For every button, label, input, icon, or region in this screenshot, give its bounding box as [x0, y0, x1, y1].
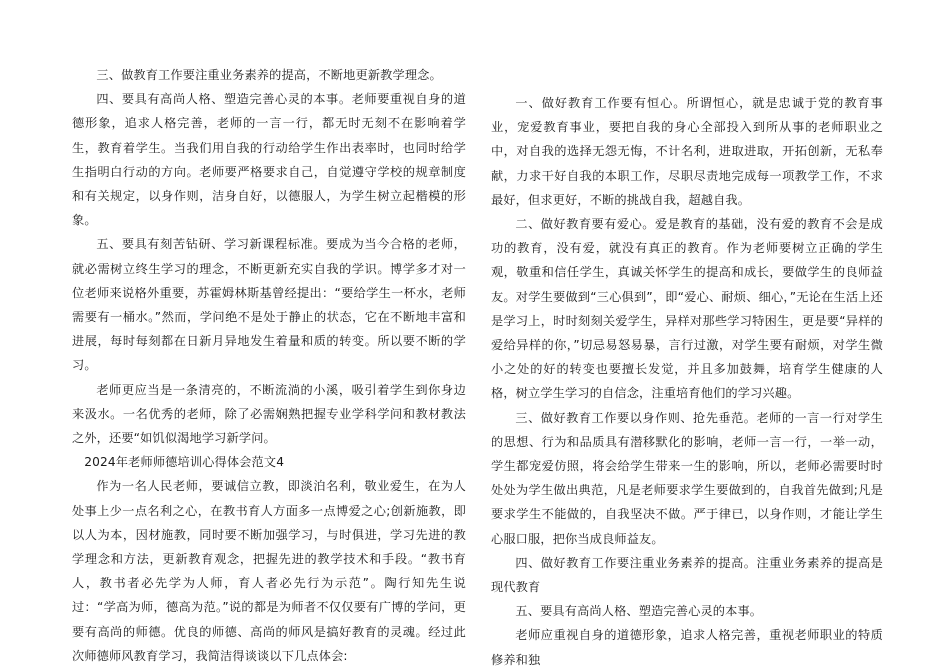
paragraph: 四、做好教育工作要注重业务素养的提高。注重业务素养的提高是现代教育 — [491, 555, 883, 595]
paragraph: 四、要具有高尚人格、塑造完善心灵的本事。老师要重视自身的道德形象，追求人格完善，老师的一言一行，都无时无刻不在影响着学生，教育着学生。当我们用自我的行动给学生作出表率时，也同时给学生指明白行动的方向。老师要严格要求自己，自觉遵守学校的规章制度和有关规定，以身作则，洁身自好，以德服人，为学生树立起楷模的形象。 — [72, 92, 466, 228]
section-heading: 2024年老师师德培训心得体会范文4 — [84, 455, 285, 470]
paragraph: 二、做好教育要有爱心。爱是教育的基础，没有爱的教育不会是成功的教育，没有爱，就没有真正的教育。作为老师要树立正确的学生观，敬重和信任学生，真诚关怀学生的提高和成长，要做学生的良师益友。对学生要做到“三心俱到”，即“爱心、耐烦、细心，”无论在生活上还是学习上，时时刻刻关爱学生，异样对那些学习特困生，更是要“异样的爱给异样的你，”切忌易怒易暴，言行过激，对学生要有耐烦，对学生微小之处的好的转变也要擅长发觉，并且多加鼓舞，培育学生健康的人格，树立学生学习的自信念，注重培育他们的学习兴趣。 — [491, 217, 883, 401]
paragraph: 一、做好教育工作要有恒心。所谓恒心，就是忠诚于党的教育事业，宠爱教育事业，要把自我的身心全部投入到所从事的老师职业之中，对自我的选择无怨无悔，不计名利，进取进取，开拓创新，无私奉献，力求干好自我的本职工作，尽职尽责地完成每一项教学工作，不求最好，但求更好，不断的挑战自我，超越自我。 — [491, 96, 883, 207]
left-column — [72, 63, 466, 668]
paragraph: 五、要具有高尚人格、塑造完善心灵的本事。 — [515, 604, 763, 619]
paragraph: 老师应重视自身的道德形象，追求人格完善，重视老师职业的特质修养和独 — [491, 628, 883, 667]
paragraph: 老师更应当是一条清亮的，不断流淌的小溪，吸引着学生到你身边来汲水。一名优秀的老师，除了必需娴熟把握专业学科学问和教材教法之外，还要“如饥似渴地学习新学问。 — [72, 382, 466, 446]
paragraph: 作为一名人民老师，要诚信立教，即淡泊名利，敬业爱生，在为人处事上少一点名利之心，在教书育人方面多一点博爱之心;创新施教，即以人为本，因材施教，同时要不断加强学习，与时俱进，学习先进的教学理念和方法，更新教育观念，把握先进的教学技术和手段。“教书育人，教书者必先学为人师，育人者必先行为示范”。陶行知先生说过：“学高为师，德高为范。”说的都是为师者不仅仅要有广博的学问，更要有高尚的师德。优良的师德、高尚的师风是搞好教育的灵魂。经过此次师德师风教育学习，我简洁得谈谈以下几点体会: — [72, 479, 466, 663]
paragraph: 五、要具有刻苦钻研、学习新课程标准。要成为当今合格的老师，就必需树立终生学习的理念，不断更新充实自我的学识。博学多才对一位老师来说格外重要，苏霍姆林斯基曾经提出：“要给学生一杯水，老师需要有一桶水。”然而，学问绝不是处于静止的状态，它在不断地丰富和进展，每时每刻都在日新月异地发生着量和质的转变。所以要不断的学习。 — [72, 237, 466, 373]
right-column — [491, 91, 883, 672]
paragraph: 三、做教育工作要注重业务素养的提高，不断地更新教学理念。 — [96, 68, 442, 82]
paragraph: 三、做好教育工作要以身作则、抢先垂范。老师的一言一行对学生的思想、行为和品质具有潜移默化的影响，老师一言一行，一举一动，学生都宠爱仿照，将会给学生带来一生的影响，所以，老师必需要时时处处为学生做出典范，凡是老师要求学生要做到的，自我首先做到;凡是要求学生不能做的，自我坚决不做。严于律已，以身作则，才能让学生心服口服，把你当成良师益友。 — [491, 410, 883, 546]
